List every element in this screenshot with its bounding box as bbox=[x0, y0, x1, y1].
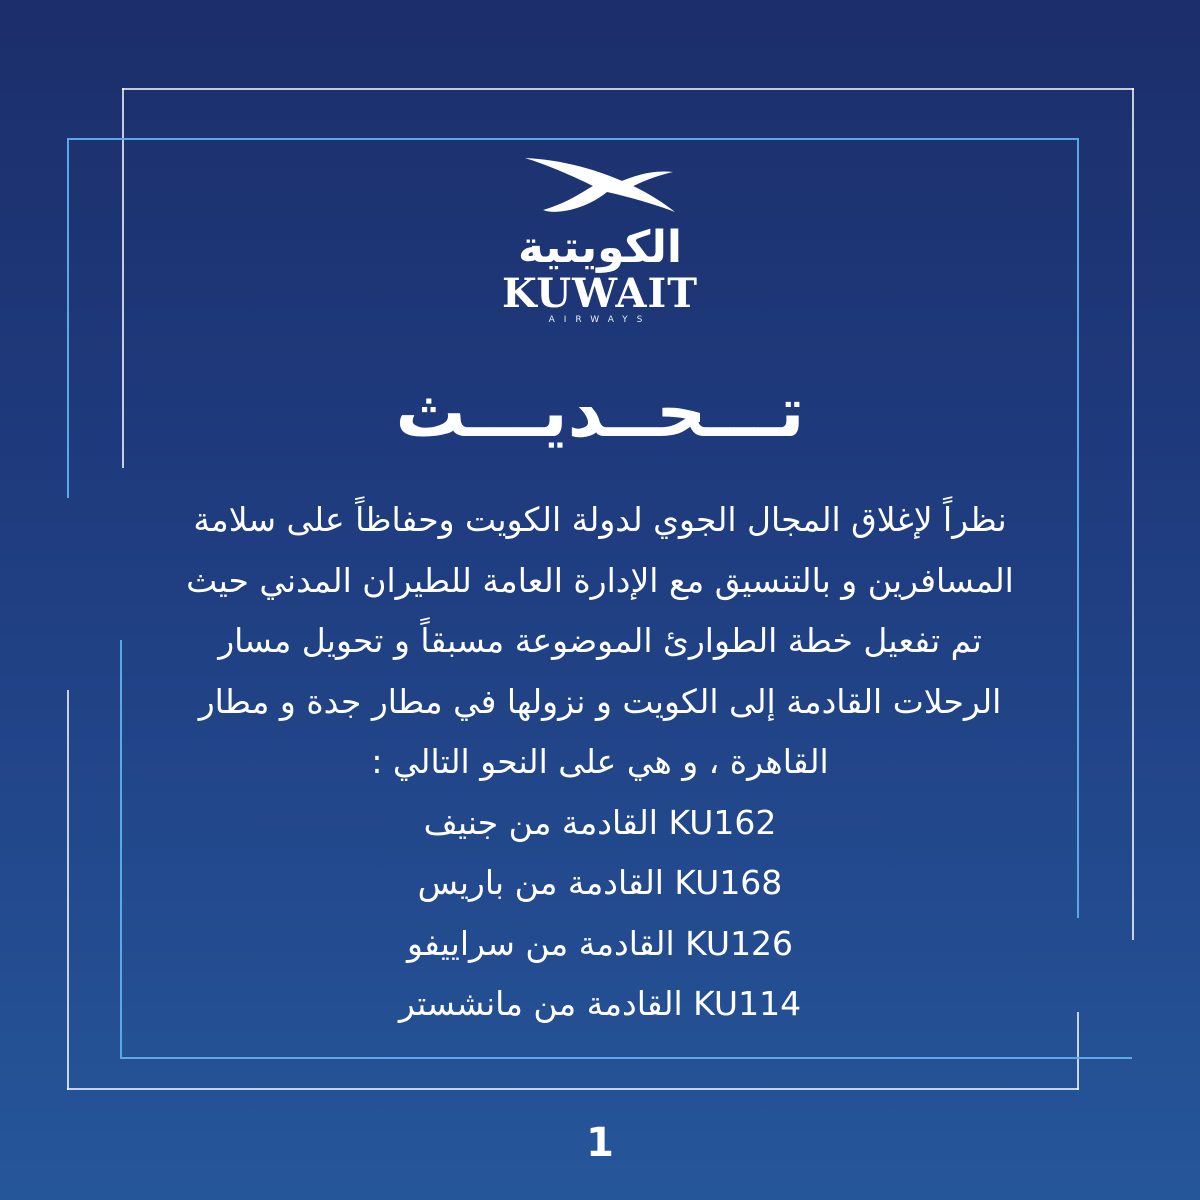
frame-white-right bbox=[1132, 88, 1134, 940]
frame-white-top bbox=[122, 88, 1134, 90]
frame-white-left-lower bbox=[67, 690, 69, 1090]
bird-icon bbox=[515, 150, 685, 220]
frame-white-left bbox=[122, 88, 124, 468]
body-line: المسافرين و بالتنسيق مع الإدارة العامة للطيران المدني حيث bbox=[186, 560, 1014, 600]
page-title: تـــحــديـــث bbox=[395, 371, 805, 453]
page-number: 1 bbox=[586, 1120, 614, 1166]
body-line: القاهرة ، و هي على النحو التالي : bbox=[371, 742, 829, 781]
flight-item: KU162 القادمة من جنيف bbox=[423, 802, 777, 842]
announcement-body bbox=[130, 490, 1070, 1035]
frame-blue-left-lower bbox=[120, 640, 122, 1058]
kuwait-airways-logo bbox=[500, 150, 700, 360]
body-line: نظراً لإغلاق المجال الجوي لدولة الكويت وحفاظاً على سلامة bbox=[193, 500, 1007, 539]
frame-white-bottom bbox=[67, 1088, 1079, 1090]
frame-blue-left bbox=[67, 138, 69, 498]
logo-english-text: KUWAIT bbox=[501, 270, 699, 317]
flight-item: KU168 القادمة من باريس bbox=[417, 863, 783, 902]
frame-blue-right bbox=[1077, 138, 1079, 918]
frame-blue-bottom bbox=[120, 1057, 1132, 1059]
flight-item: KU126 القادمة من سراييفو bbox=[406, 923, 794, 963]
frame-white-right-lower bbox=[1077, 1012, 1079, 1090]
logo-arabic-text: الكويتية bbox=[518, 222, 682, 273]
flight-item: KU114 القادمة من مانشستر bbox=[398, 984, 802, 1023]
body-line: الرحلات القادمة إلى الكويت و نزولها في مطار جدة و مطار bbox=[198, 681, 1002, 721]
frame-blue-top bbox=[67, 138, 1079, 140]
logo-subtitle: AIRWAYS bbox=[548, 315, 652, 325]
body-line: تم تفعيل خطة الطوارئ الموضوعة مسبقاً و تحويل مسار bbox=[218, 621, 982, 660]
